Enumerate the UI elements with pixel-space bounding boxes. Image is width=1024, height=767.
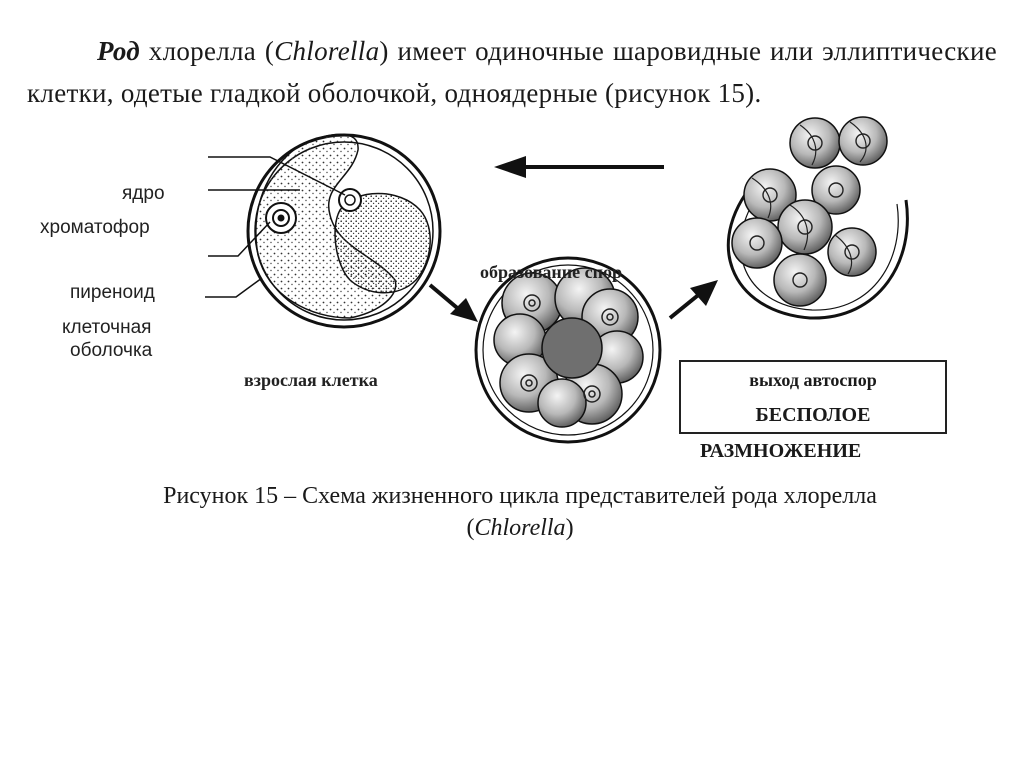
caption-latin-name: Chlorella	[474, 515, 566, 541]
caption-line1: Рисунок 15 – Схема жизненного цикла представителей рода хлорелла	[163, 483, 877, 509]
intro-latin-name: Chlorella	[274, 36, 380, 66]
autospore-release-cell	[728, 117, 907, 318]
asexual-reproduction-box	[679, 360, 947, 434]
figure-caption	[40, 480, 1000, 544]
label-pyrenoid: пиреноид	[70, 282, 155, 303]
intro-text-1: хлорелла (	[139, 36, 275, 66]
adult-cell	[205, 134, 440, 327]
label-adult-cell: взрослая клетка	[244, 370, 378, 390]
label-nucleus: ядро	[122, 183, 165, 204]
label-asexual-1: БЕСПОЛОЕ	[755, 404, 871, 426]
label-asexual-2: РАЗМНОЖЕНИЕ	[700, 440, 862, 462]
caption-line2: (Chlorella)	[466, 515, 574, 541]
label-chromatophore: хроматофор	[40, 217, 150, 238]
label-spore-formation: образование спор	[480, 262, 623, 282]
label-cell-wall-line2: оболочка	[70, 340, 153, 361]
spore-formation-cell	[476, 258, 660, 442]
arrow-left	[494, 156, 664, 178]
intro-text-2: ) имеет одиночные шаровидные или эллиптические клетки, одетые гладкой оболочкой, одноядерные (рисунок 15).	[27, 36, 997, 108]
arrow-up-right	[670, 280, 718, 318]
label-autospore-release: выход автоспор	[749, 370, 877, 390]
arrow-down-right	[430, 285, 478, 322]
label-cell-wall-line1: клеточная	[62, 317, 152, 338]
genus-word: Род	[97, 36, 140, 66]
